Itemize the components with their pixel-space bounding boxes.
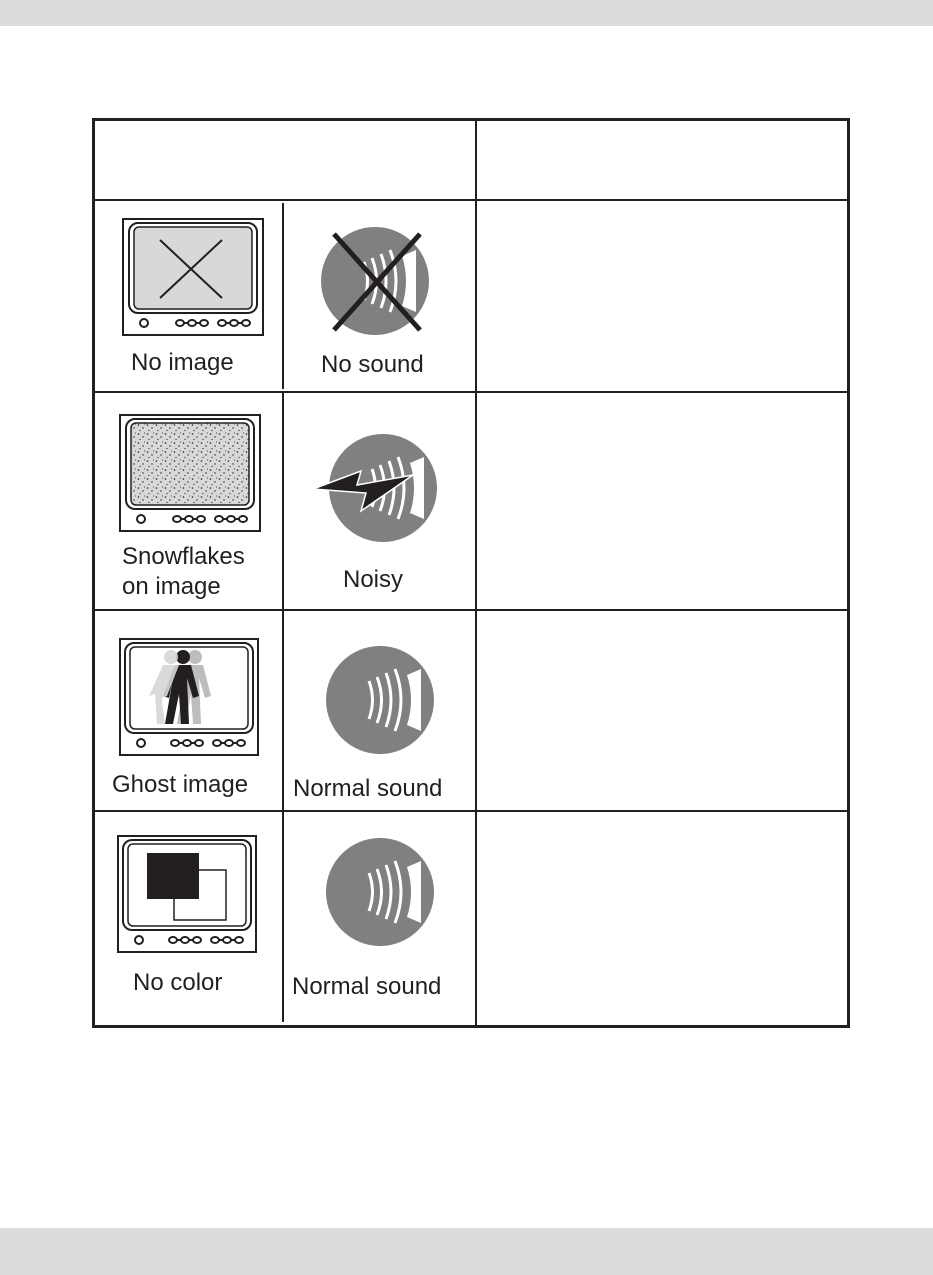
bottom-band [0, 1228, 933, 1275]
speaker-noisy-icon [313, 431, 461, 545]
remedy-cell [479, 203, 839, 389]
troubleshooting-table [92, 118, 850, 1028]
image-symptom-label-line1: Snowflakes [122, 543, 245, 570]
column-divider [475, 121, 477, 1025]
sound-symptom-label: Normal sound [292, 973, 442, 1000]
header-symptom-cell [95, 121, 475, 199]
speaker-muted-icon [320, 226, 430, 336]
row-divider [95, 199, 847, 201]
image-symptom-label: Ghost image [112, 771, 249, 798]
image-symptom-label: No image [131, 349, 234, 376]
sub-column-divider [282, 203, 284, 389]
tv-no-color-icon [117, 835, 257, 953]
remedy-cell [479, 812, 839, 1022]
tv-snow-icon [119, 414, 261, 532]
speaker-normal-icon [325, 837, 435, 947]
sound-symptom-label: Normal sound [293, 775, 443, 802]
sub-column-divider [282, 812, 284, 1022]
image-symptom-label-line2: on image [122, 573, 221, 600]
sound-symptom-label: No sound [321, 351, 424, 378]
image-symptom-label: No color [133, 969, 223, 996]
header-remedy-cell [477, 121, 847, 199]
top-band [0, 0, 933, 26]
remedy-cell [479, 611, 839, 808]
tv-ghost-icon [119, 638, 259, 756]
sub-column-divider [282, 611, 284, 810]
sound-symptom-label: Noisy [343, 566, 404, 593]
speaker-normal-icon [325, 645, 435, 755]
sub-column-divider [282, 393, 284, 609]
tv-no-image-icon [122, 218, 264, 336]
remedy-cell [479, 393, 839, 607]
